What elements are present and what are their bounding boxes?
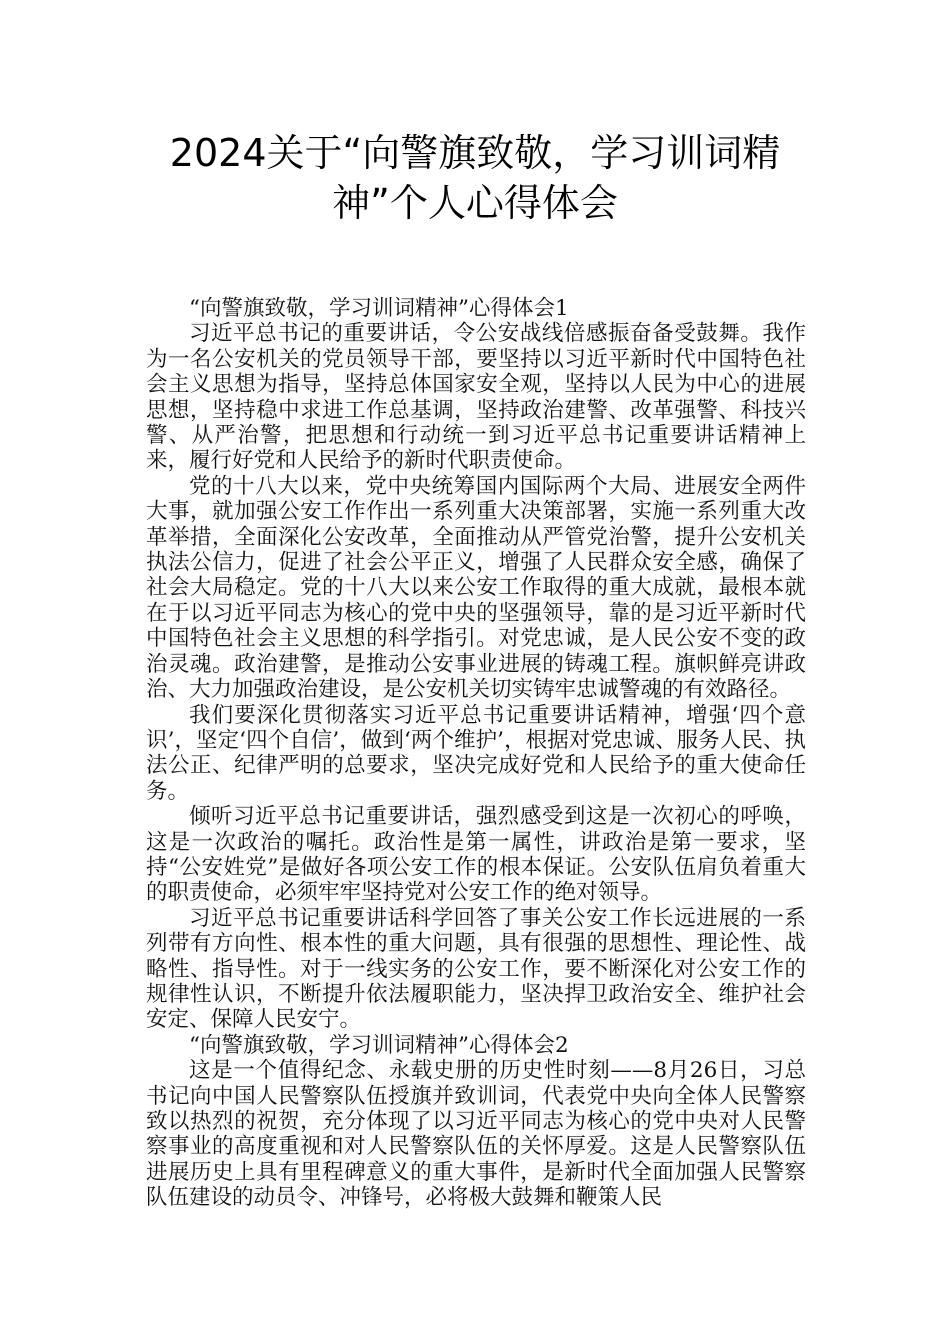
paragraph: 我们要深化贯彻落实习近平总书记重要讲话精神，增强‘四个意识’，坚定‘四个自信’，做到‘两个维护’，根据对党忠诚、服务人民、执法公正、纪律严明的总要求，坚决完成好党和人民给予的重大使命任务。	[146, 702, 806, 804]
document-body	[146, 296, 806, 1211]
document-title	[140, 128, 810, 228]
paragraph: 习近平总书记的重要讲话，令公安战线倍感振奋备受鼓舞。我作为一名公安机关的党员领导干部，要坚持以习近平新时代中国特色社会主义思想为指导，坚持总体国家安全观，坚持以人民为中心的进展思想，坚持稳中求进工作总基调，坚持政治建警、改革强警、科技兴警、从严治警，把思想和行动统一到习近平总书记重要讲话精神上来，履行好党和人民给予的新时代职责使命。	[146, 321, 806, 474]
title-line-1: 2024关于“向警旗致敬，学习训词精	[169, 131, 781, 175]
paragraph: 党的十八大以来，党中央统筹国内国际两个大局、进展安全两件大事，就加强公安工作作出一系列重大决策部署，实施一系列重大改革举措，全面深化公安改革，全面推动从严管党治警，提升公安机关执法公信力，促进了社会公平正义，增强了人民群众安全感，确保了社会大局稳定。党的十八大以来公安工作取得的重大成就，最根本就在于以习近平同志为核心的党中央的坚强领导，靠的是习近平新时代中国特色社会主义思想的科学指引。对党忠诚，是人民公安不变的政治灵魂。政治建警，是推动公安事业进展的铸魂工程。旗帜鲜亮讲政治、大力加强政治建设，是公安机关切实铸牢忠诚警魂的有效路径。	[146, 473, 806, 703]
title-line-2: 神”个人心得体会	[332, 181, 618, 225]
section-heading-2: “向警旗致敬，学习训词精神”心得体会2	[189, 1032, 569, 1058]
paragraph: 习近平总书记重要讲话科学回答了事关公安工作长远进展的一系列带有方向性、根本性的重大问题，具有很强的思想性、理论性、战略性、指导性。对于一线实务的公安工作，要不断深化对公安工作的规律性认识，不断提升依法履职能力，坚决捍卫政治安全、维护社会安定、保障人民安宁。	[146, 905, 806, 1033]
paragraph: 倾听习近平总书记重要讲话，强烈感受到这是一次初心的呼唤，这是一次政治的嘱托。政治性是第一属性，讲政治是第一要求，坚持“公安姓党”是做好各项公安工作的根本保证。公安队伍肩负着重大的职责使命，必须牢牢坚持党对公安工作的绝对领导。	[146, 804, 806, 906]
paragraph: 这是一个值得纪念、永载史册的历史性时刻——8月26日，习总书记向中国人民警察队伍授旗并致训词，代表党中央向全体人民警察致以热烈的祝贺，充分体现了以习近平同志为核心的党中央对人民警察事业的高度重视和对人民警察队伍的关怀厚爱。这是人民警察队伍进展历史上具有里程碑意义的重大事件，是新时代全面加强人民警察队伍建设的动员令、冲锋号，必将极大鼓舞和鞭策人民	[146, 1058, 806, 1211]
section-heading-1: “向警旗致敬，学习训词精神”心得体会1	[189, 296, 569, 321]
